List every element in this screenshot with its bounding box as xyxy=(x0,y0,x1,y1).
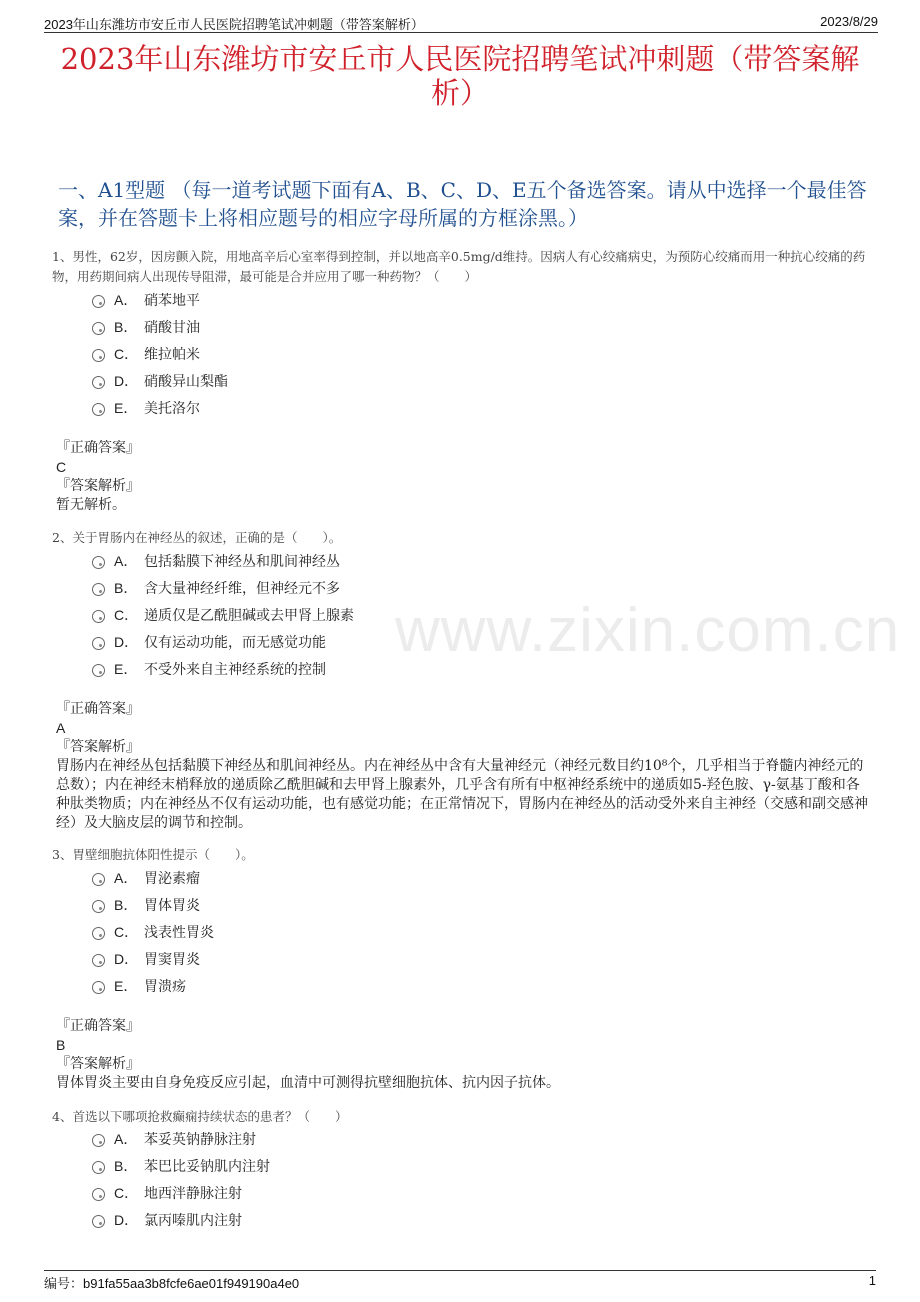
page-number: 1 xyxy=(868,1273,876,1288)
option-c[interactable]: C． 地西泮静脉注射 xyxy=(92,1179,270,1206)
analysis-text: 胃肠内在神经丛包括黏膜下神经丛和肌间神经丛。内在神经丛中含有大量神经元（神经元数目约10⁸个，几乎相当于脊髓内神经元的总数）；内在神经末梢释放的递质除乙酰胆碱和去甲肾上腺素外，几乎含有所有中枢神经系统中的递质如5-羟色胺、γ-氨基丁酸和各种肽类物质；内在神经丛不仅有运动功能，也有感觉功能；在正常情况下，胃肠内在神经丛的活动受外来自主神经（交感和副交感神经）及大脑皮层的调节和控制。 xyxy=(56,758,868,831)
radio-icon[interactable] xyxy=(92,637,105,650)
option-b[interactable]: B． 胃体胃炎 xyxy=(92,891,214,918)
header-doc-title: 2023年山东潍坊市安丘市人民医院招聘笔试冲刺题（带答案解析） xyxy=(44,17,424,32)
option-d[interactable]: D． 仅有运动功能，而无感觉功能 xyxy=(92,628,354,655)
option-d[interactable]: D． 硝酸异山梨酯 xyxy=(92,367,228,394)
question-3-text: 3、胃壁细胞抗体阳性提示（ ）。 xyxy=(52,847,254,862)
correct-answer: C xyxy=(56,459,67,475)
radio-icon[interactable] xyxy=(92,873,105,886)
radio-icon[interactable] xyxy=(92,610,105,623)
question-1-answer-block xyxy=(56,439,872,515)
option-d[interactable]: D． 氯丙嗪肌内注射 xyxy=(92,1206,270,1233)
radio-icon[interactable] xyxy=(92,1134,105,1147)
analysis-text: 暂无解析。 xyxy=(56,497,126,513)
radio-icon[interactable] xyxy=(92,900,105,913)
analysis-label: 『答案解析』 xyxy=(56,478,140,494)
answer-label: 『正确答案』 xyxy=(56,701,140,717)
header-date: 2023/8/29 xyxy=(820,14,878,29)
option-a[interactable]: A． 胃泌素瘤 xyxy=(92,864,214,891)
option-c[interactable]: C． 浅表性胃炎 xyxy=(92,918,214,945)
radio-icon[interactable] xyxy=(92,1161,105,1174)
document-title: 2023年山东潍坊市安丘市人民医院招聘笔试冲刺题（带答案解析） xyxy=(60,42,860,110)
correct-answer: B xyxy=(56,1037,66,1053)
option-e[interactable]: E． 美托洛尔 xyxy=(92,394,228,421)
analysis-label: 『答案解析』 xyxy=(56,1056,140,1072)
radio-icon[interactable] xyxy=(92,556,105,569)
radio-icon[interactable] xyxy=(92,349,105,362)
option-a[interactable]: A． 硝苯地平 xyxy=(92,286,228,313)
answer-label: 『正确答案』 xyxy=(56,440,140,456)
analysis-label: 『答案解析』 xyxy=(56,739,140,755)
option-c[interactable]: C． 维拉帕米 xyxy=(92,340,228,367)
radio-icon[interactable] xyxy=(92,295,105,308)
question-2-options xyxy=(92,547,354,682)
option-c[interactable]: C． 递质仅是乙酰胆碱或去甲肾上腺素 xyxy=(92,601,354,628)
section-heading: 一、A1型题 （每一道考试题下面有A、B、C、D、E五个备选答案。请从中选择一个最佳答案，并在答题卡上将相应题号的相应字母所属的方框涂黑。） xyxy=(58,178,867,230)
option-b[interactable]: B． 苯巴比妥钠肌内注射 xyxy=(92,1152,270,1179)
question-2-text: 2、关于胃肠内在神经丛的叙述，正确的是（ ）。 xyxy=(52,530,342,545)
radio-icon[interactable] xyxy=(92,376,105,389)
question-1-options xyxy=(92,286,228,421)
radio-icon[interactable] xyxy=(92,1188,105,1201)
option-b[interactable]: B． 含大量神经纤维，但神经元不多 xyxy=(92,574,354,601)
radio-icon[interactable] xyxy=(92,981,105,994)
question-3-options xyxy=(92,864,214,999)
radio-icon[interactable] xyxy=(92,664,105,677)
option-e[interactable]: E． 胃溃疡 xyxy=(92,972,214,999)
question-4-text: 4、首选以下哪项抢救癫痫持续状态的患者？（ ） xyxy=(52,1109,348,1124)
radio-icon[interactable] xyxy=(92,927,105,940)
option-e[interactable]: E． 不受外来自主神经系统的控制 xyxy=(92,655,354,682)
option-a[interactable]: A． 包括黏膜下神经丛和肌间神经丛 xyxy=(92,547,354,574)
analysis-text: 胃体胃炎主要由自身免疫反应引起，血清中可测得抗壁细胞抗体、抗内因子抗体。 xyxy=(56,1075,560,1091)
radio-icon[interactable] xyxy=(92,403,105,416)
question-1-text: 1、男性，62岁，因房颤入院，用地高辛后心室率得到控制，并以地高辛0.5mg/d维持。因病人有心绞痛病史，为预防心绞痛而用一种抗心绞痛的药物，用药期间病人出现传导阻滞，最可能是合并应用了哪一种药物？（ ） xyxy=(52,249,866,284)
option-b[interactable]: B． 硝酸甘油 xyxy=(92,313,228,340)
question-4-options xyxy=(92,1125,270,1233)
page-footer xyxy=(44,1270,876,1289)
document-id: 编号：b91fa55aa3b8fcfe6ae01f949190a4e0 xyxy=(44,1276,300,1291)
radio-icon[interactable] xyxy=(92,1215,105,1228)
radio-icon[interactable] xyxy=(92,583,105,596)
option-d[interactable]: D． 胃窦胃炎 xyxy=(92,945,214,972)
question-3-answer-block xyxy=(56,1017,872,1093)
answer-label: 『正确答案』 xyxy=(56,1018,140,1034)
radio-icon[interactable] xyxy=(92,322,105,335)
question-2-answer-block xyxy=(56,700,872,833)
radio-icon[interactable] xyxy=(92,954,105,967)
page-header xyxy=(44,12,878,33)
watermark: www.zixin.com.cn xyxy=(395,596,901,665)
option-a[interactable]: A． 苯妥英钠静脉注射 xyxy=(92,1125,270,1152)
correct-answer: A xyxy=(56,720,66,736)
